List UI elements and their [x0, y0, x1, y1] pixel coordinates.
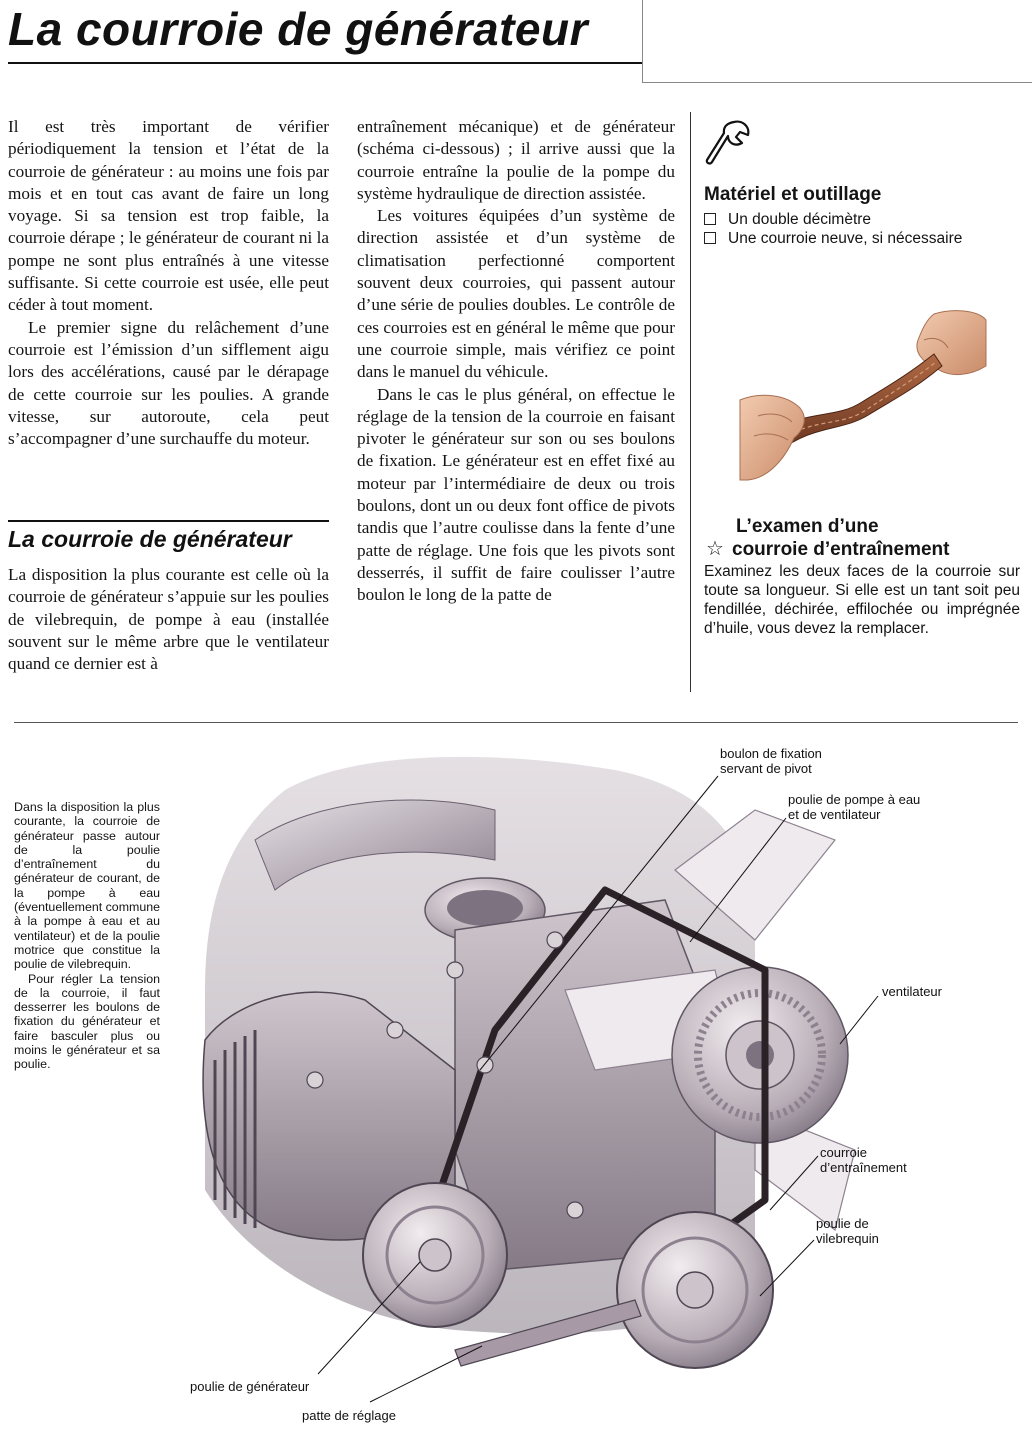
checkbox-icon [704, 213, 716, 225]
header-frame-horizontal [642, 82, 1032, 83]
list-item [704, 229, 962, 248]
column-1 [8, 116, 329, 450]
section-heading: La courroie de générateur [8, 526, 292, 552]
label-generator-pulley: poulie de générateur [190, 1379, 310, 1394]
paragraph: entraînement mécanique) et de générateur (schéma ci-dessous) ; il arrive aussi que la courroie entraîne la poulie de la pompe du système hydraulique de direction assistée. [357, 117, 675, 203]
label-water-pump-pulley: poulie de pompe à eau et de ventilateur [788, 792, 921, 822]
paragraph: La disposition la plus courante est celle où la courroie de générateur s’appuie sur les poulies de vilebrequin, de pompe à eau (installée souvent sur le même arbre que le ventilateur quand ce dernier est à [8, 565, 329, 674]
paragraph: Le premier signe du relâchement d’une courroie est l’émission d’un sifflement aigu lors des accélérations, causé par le dérapage de cette courroie sur les poulies. A grande vitesse, sur autoroute, cela peut s’accompagner d’une surchauffe du moteur. [8, 317, 329, 449]
belt-inspection-illustration [738, 296, 988, 491]
tools-title: Matériel et outillage [704, 184, 882, 205]
caption-paragraph: Pour régler La tension de la courroie, il faut desserrer les boulons de fixation du générateur et faire basculer plus ou moins le générateur et sa poulie. [14, 971, 160, 1072]
star-icon: ☆ [706, 538, 724, 560]
header-frame-vertical [642, 0, 643, 82]
engine-illustration [195, 730, 895, 1395]
exam-title [706, 516, 950, 561]
label-pivot-bolt: boulon de fixation servant de pivot [720, 746, 822, 776]
figure-caption [14, 800, 160, 1072]
section-divider [14, 722, 1018, 723]
sidebar-divider [690, 112, 691, 692]
page-title: La courroie de générateur [8, 3, 588, 55]
paragraph: Dans le cas le plus général, on effectue le réglage de la tension de la courroie en faisant pivoter le générateur sur son ou ses boulons de fixation. Le générateur est en effet fixé au moteur par l’intermédiaire de deux ou trois boulons, dont un ou deux font office de pivots tandis que l’autre coulisse dans la fente d’une patte de réglage. Une fois que les pivots sont desserrés, il suffit de faire coulisser l’autre boulon le long de la patte de [357, 384, 675, 605]
wrench-icon [704, 118, 752, 175]
label-adjust-bracket: patte de réglage [302, 1408, 396, 1423]
list-item-label: Une courroie neuve, si nécessaire [728, 230, 963, 247]
exam-text: Examinez les deux faces de la courroie sur toute sa longueur. Si elle est un tant soit peu fendillée, déchirée, effilochée ou imprégnée d’huile, vous devez la remplacer. [704, 563, 1020, 637]
column-1-continued [8, 564, 329, 675]
tools-list [704, 210, 962, 248]
label-drive-belt: courroie d’entraînement [820, 1145, 907, 1175]
exam-title-line2: courroie d’entraînement [732, 539, 950, 560]
paragraph: Il est très important de vérifier périodiquement la tension et l’état de la courroie de générateur : au moins une fois par mois et en tout cas avant de faire un long voyage. Si sa tension est trop faible, la courroie dérape ; le générateur de courant ni la pompe ne sont plus entraînés à une vitesse suffisante. Si cette courroie est usée, elle peut céder à tout moment. [8, 117, 329, 315]
list-item [704, 210, 962, 229]
label-crank-pulley: poulie de vilebrequin [816, 1216, 879, 1246]
section-rule [8, 520, 329, 522]
title-underline [8, 62, 642, 64]
list-item-label: Un double décimètre [728, 211, 872, 228]
label-fan: ventilateur [882, 984, 942, 999]
section-heading-block [8, 520, 329, 553]
checkbox-icon [704, 232, 716, 244]
column-2 [357, 116, 675, 607]
exam-title-line1: L’examen d’une [736, 516, 879, 537]
paragraph: Les voitures équipées d’un système de direction assistée et d’un système de climatisation perfectionné comportent souvent deux courroies, qui passent autour d’une série de poulies doubles. Le contrôle de ces courroies est en général le même que pour une courroie simple, mais vérifiez ce point dans le manuel du véhicule. [357, 206, 675, 382]
caption-paragraph: Dans la disposition la plus courante, la courroie de générateur passe autour de la poulie d’entraînement du générateur de courant, de la pompe à eau (éventuellement commune à la pompe à eau et au ventilateur) et de la poulie motrice que constitue la poulie de vilebrequin. [14, 800, 161, 972]
